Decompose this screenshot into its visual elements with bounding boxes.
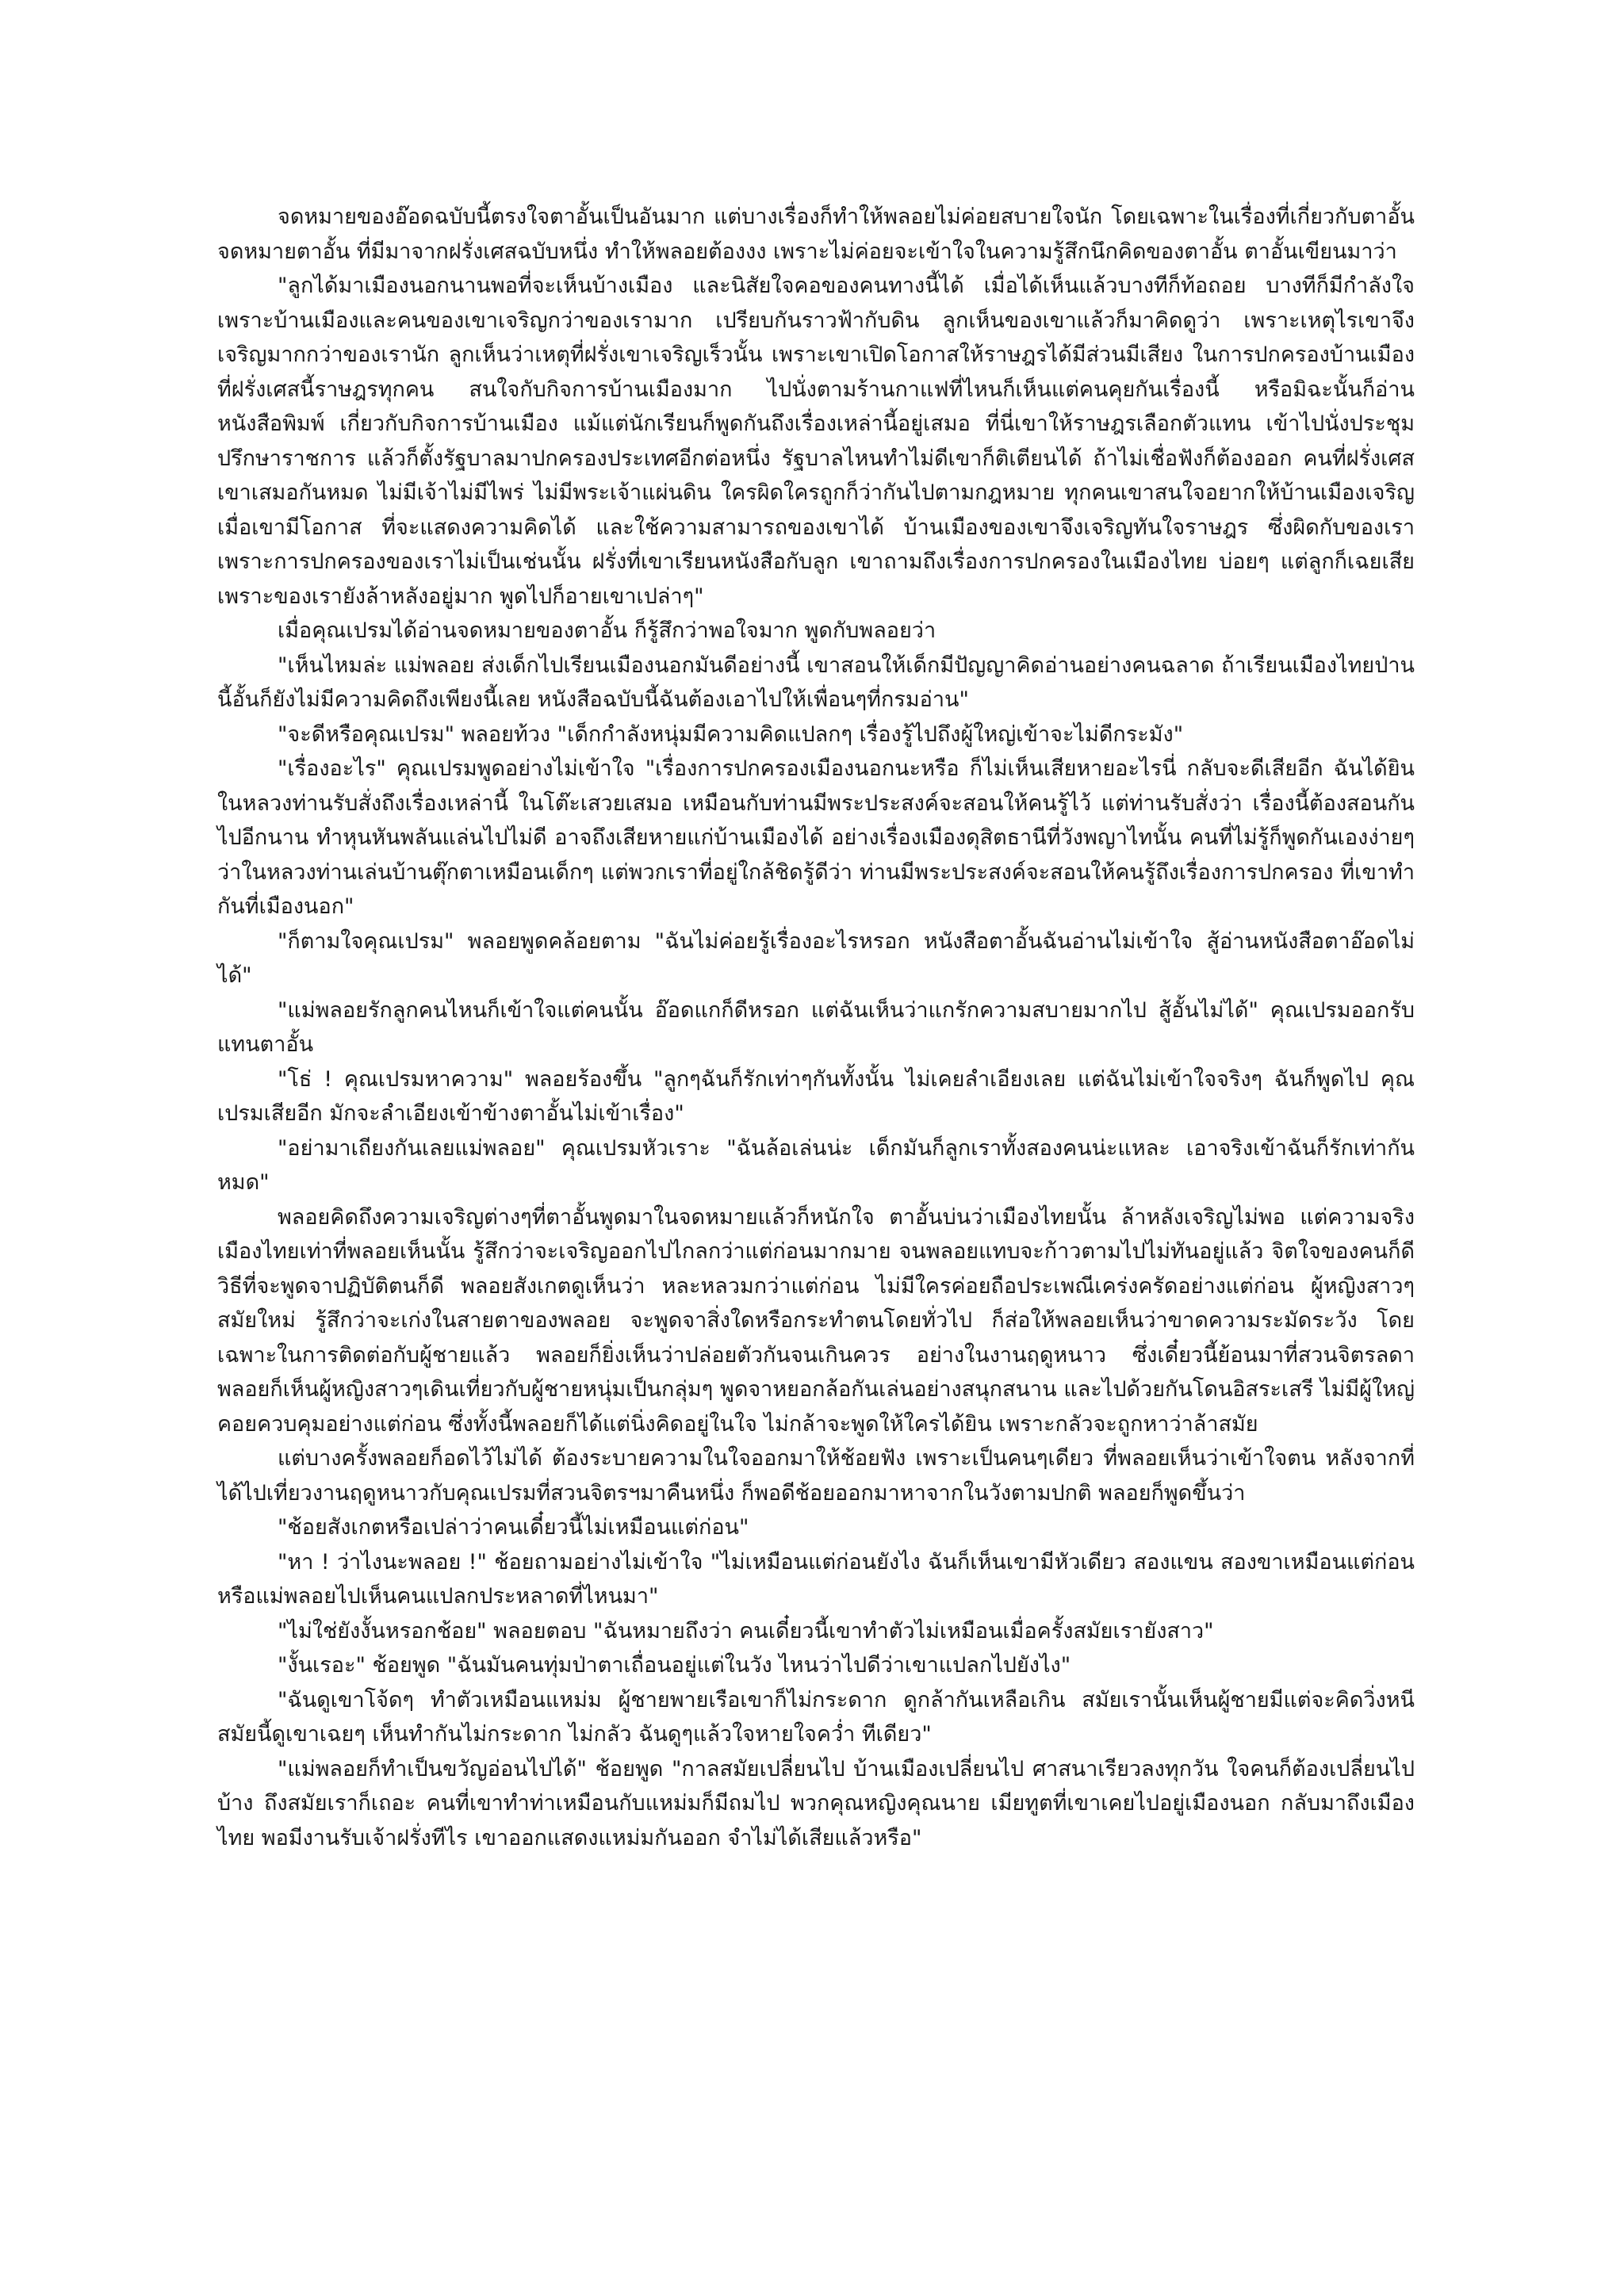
paragraph: แต่บางครั้งพลอยก็อดไว้ไม่ได้ ต้องระบายความในใจออกมาให้ช้อยฟัง เพราะเป็นคนๆเดียว ที่พลอยเห็นว่าเข้าใจตน หลังจากที่ได้ไปเที่ยวงานฤดูหนาวกับคุณเปรมที่สวนจิตรฯมาคืนหนึ่ง ก็พอดีช้อยออกมาหาจากในวังตามปกติ พลอยก็พูดขึ้นว่า — [217, 1446, 1415, 1506]
paragraph: พลอยคิดถึงความเจริญต่างๆที่ตาอั้นพูดมาในจดหมายแล้วก็หนักใจ ตาอั้นบ่นว่าเมืองไทยนั้น ล้าหลังเจริญไม่พอ แต่ความจริงเมืองไทยเท่าที่พลอยเห็นนั้น รู้สึกว่าจะเจริญออกไปไกลกว่าแต่ก่อนมากมาย จนพลอยแทบจะก้าวตามไปไม่ทันอยู่แล้ว จิตใจของคนก็ดี วิธีที่จะพูดจาปฏิบัติตนก็ดี พลอยสังเกตดูเห็นว่า หละหลวมกว่าแต่ก่อน ไม่มีใครค่อยถือประเพณีเคร่งครัดอย่างแต่ก่อน ผู้หญิงสาวๆ สมัยใหม่ รู้สึกว่าจะเก่งในสายตาของพลอย จะพูดจาสิ่งใดหรือกระทำตนโดยทั่วไป ก็ส่อให้พลอยเห็นว่าขาดความระมัดระวัง โดยเฉพาะในการติดต่อกับผู้ชายแล้ว พลอยก็ยิ่งเห็นว่าปล่อยตัวกันจนเกินควร อย่างในงานฤดูหนาว ซึ่งเดี๋ยวนี้ย้อนมาที่สวนจิตรลดา พลอยก็เห็นผู้หญิงสาวๆเดินเที่ยวกับผู้ชายหนุ่มเป็นกลุ่มๆ พูดจาหยอกล้อกันเล่นอย่างสนุกสนาน และไปด้วยกันโดนอิสระเสรี ไม่มีผู้ใหญ่คอยควบคุมอย่างแต่ก่อน ซึ่งทั้งนี้พลอยก็ได้แต่นิ่งคิดอยู่ในใจ ไม่กล้าจะพูดให้ใครได้ยิน เพราะกลัวจะถูกหาว่าล้าสมัย — [217, 1204, 1415, 1437]
paragraph: จดหมายของอ๊อดฉบับนี้ตรงใจตาอั้นเป็นอันมาก แต่บางเรื่องก็ทำให้พลอยไม่ค่อยสบายใจนัก โดยเฉพาะในเรื่องที่เกี่ยวกับตาอั้น จดหมายตาอั้น ที่มีมาจากฝรั่งเศสฉบับหนึ่ง ทำให้พลอยต้องงง เพราะไม่ค่อยจะเข้าใจในความรู้สึกนึกคิดของตาอั้น ตาอั้นเขียนมาว่า — [217, 205, 1415, 264]
paragraph: "เห็นไหมล่ะ แม่พลอย ส่งเด็กไปเรียนเมืองนอกมันดีอย่างนี้ เขาสอนให้เด็กมีปัญญาคิดอ่านอย่างคนฉลาด ถ้าเรียนเมืองไทยป่านนี้อั้นก็ยังไม่มีความคิดถึงเพียงนี้เลย หนังสือฉบับนี้ฉันต้องเอาไปให้เพื่อนๆที่กรมอ่าน" — [217, 652, 1415, 712]
paragraph: "ลูกได้มาเมืองนอกนานพอที่จะเห็นบ้างเมือง และนิสัยใจคอของคนทางนี้ได้ เมื่อได้เห็นแล้วบางทีก็ท้อถอย บางทีก็มีกำลังใจ เพราะบ้านเมืองและคนของเขาเจริญกว่าของเรามาก เปรียบกันราวฟ้ากับดิน ลูกเห็นของเขาแล้วก็มาคิดดูว่า เพราะเหตุไรเขาจึงเจริญมากกว่าของเรานัก ลูกเห็นว่าเหตุที่ฝรั่งเขาเจริญเร็วนั้น เพราะเขาเปิดโอกาสให้ราษฎรได้มีส่วนมีเสียง ในการปกครองบ้านเมือง ที่ฝรั่งเศสนี้ราษฎรทุกคน สนใจกับกิจการบ้านเมืองมาก ไปนั่งตามร้านกาแฟที่ไหนก็เห็นแต่คนคุยกันเรื่องนี้ หรือมิฉะนั้นก็อ่านหนังสือพิมพ์ เกี่ยวกับกิจการบ้านเมือง แม้แต่นักเรียนก็พูดกันถึงเรื่องเหล่านี้อยู่เสมอ ที่นี่เขาให้ราษฎรเลือกตัวแทน เข้าไปนั่งประชุมปรึกษาราชการ แล้วก็ตั้งรัฐบาลมาปกครองประเทศอีกต่อหนึ่ง รัฐบาลไหนทำไม่ดีเขาก็ติเตียนได้ ถ้าไม่เชื่อฟังก็ต้องออก คนที่ฝรั่งเศสเขาเสมอกันหมด ไม่มีเจ้าไม่มีไพร่ ไม่มีพระเจ้าแผ่นดิน ใครผิดใครถูกก็ว่ากันไปตามกฎหมาย ทุกคนเขาสนใจอยากให้บ้านเมืองเจริญ เมื่อเขามีโอกาส ที่จะแสดงความคิดได้ และใช้ความสามารถของเขาได้ บ้านเมืองของเขาจึงเจริญทันใจราษฎร ซึ่งผิดกับของเรา เพราะการปกครองของเราไม่เป็นเช่นนั้น ฝรั่งที่เขาเรียนหนังสือกับลูก เขาถามถึงเรื่องการปกครองในเมืองไทย บ่อยๆ แต่ลูกก็เฉยเสีย เพราะของเรายังล้าหลังอยู่มาก พูดไปก็อายเขาเปล่าๆ" — [217, 274, 1415, 609]
paragraph: "ช้อยสังเกตหรือเปล่าว่าคนเดี๋ยวนี้ไม่เหมือนแต่ก่อน" — [278, 1515, 749, 1540]
paragraph: "ก็ตามใจคุณเปรม" พลอยพูดคล้อยตาม "ฉันไม่ค่อยรู้เรื่องอะไรหรอก หนังสือตาอั้นฉันอ่านไม่เข้าใจ สู้อ่านหนังสือตาอ๊อดไม่ได้" — [217, 928, 1415, 988]
paragraph: "ฉันดูเขาโจ้ดๆ ทำตัวเหมือนแหม่ม ผู้ชายพายเรือเขาก็ไม่กระดาก ดูกล้ากันเหลือเกิน สมัยเรานั้นเห็นผู้ชายมีแต่จะคิดวิ่งหนี สมัยนี้ดูเขาเฉยๆ เห็นทำกันไม่กระดาก ไม่กลัว ฉันดูๆแล้วใจหายใจคว่ำ ทีเดียว" — [217, 1687, 1415, 1747]
paragraph: "เรื่องอะไร" คุณเปรมพูดอย่างไม่เข้าใจ "เรื่องการปกครองเมืองนอกนะหรือ ก็ไม่เห็นเสียหายอะไรนี่ กลับจะดีเสียอีก ฉันได้ยินในหลวงท่านรับสั่งถึงเรื่องเหล่านี้ ในโต๊ะเสวยเสมอ เหมือนกับท่านมีพระประสงค์จะสอนให้คนรู้ไว้ แต่ท่านรับสั่งว่า เรื่องนี้ต้องสอนกันไปอีกนาน ทำหุนหันพลันแล่นไปไม่ดี อาจถึงเสียหายแก่บ้านเมืองได้ อย่างเรื่องเมืองดุสิตธานีที่วังพญาไทนั้น คนที่ไม่รู้ก็พูดกันเองง่ายๆ ว่าในหลวงท่านเล่นบ้านตุ๊กตาเหมือนเด็กๆ แต่พวกเราที่อยู่ใกล้ชิดรู้ดีว่า ท่านมีพระประสงค์จะสอนให้คนรู้ถึงเรื่องการปกครอง ที่เขาทำกันที่เมืองนอก" — [217, 756, 1415, 919]
document-body — [217, 200, 1415, 1855]
paragraph: "งั้นเรอะ" ช้อยพูด "ฉันมันคนทุ่มป่าตาเถื่อนอยู่แต่ในวัง ไหนว่าไปดีว่าเขาแปลกไปยังไง" — [278, 1653, 1071, 1678]
paragraph: "หา ! ว่าไงนะพลอย !" ช้อยถามอย่างไม่เข้าใจ "ไม่เหมือนแต่ก่อนยังไง ฉันก็เห็นเขามีหัวเดียว สองแขน สองขาเหมือนแต่ก่อน หรือแม่พลอยไปเห็นคนแปลกประหลาดที่ไหนมา" — [217, 1549, 1415, 1609]
paragraph: "แม่พลอยรักลูกคนไหนก็เข้าใจแต่คนนั้น อ๊อดแกก็ดีหรอก แต่ฉันเห็นว่าแกรักความสบายมากไป สู้อั้นไม่ได้" คุณเปรมออกรับแทนตาอั้น — [217, 997, 1415, 1057]
paragraph: "จะดีหรือคุณเปรม" พลอยท้วง "เด็กกำลังหนุ่มมีความคิดแปลกๆ เรื่องรู้ไปถึงผู้ใหญ่เข้าจะไม่ดีกระมัง" — [278, 721, 1184, 747]
paragraph: เมื่อคุณเปรมได้อ่านจดหมายของตาอั้น ก็รู้สึกว่าพอใจมาก พูดกับพลอยว่า — [278, 618, 936, 643]
paragraph: "ไม่ใช่ยังงั้นหรอกช้อย" พลอยตอบ "ฉันหมายถึงว่า คนเดี๋ยวนี้เขาทำตัวไม่เหมือนเมื่อครั้งสมัยเรายังสาว" — [278, 1618, 1214, 1644]
paragraph: "อย่ามาเถียงกันเลยแม่พลอย" คุณเปรมหัวเราะ "ฉันล้อเล่นน่ะ เด็กมันก็ลูกเราทั้งสองคนน่ะแหละ เอาจริงเข้าฉันก็รักเท่ากันหมด" — [217, 1135, 1415, 1195]
paragraph: "แม่พลอยก็ทำเป็นขวัญอ่อนไปได้" ช้อยพูด "กาลสมัยเปลี่ยนไป บ้านเมืองเปลี่ยนไป ศาสนาเรียวลงทุกวัน ใจคนก็ต้องเปลี่ยนไปบ้าง ถึงสมัยเราก็เถอะ คนที่เขาทำท่าเหมือนกับแหม่มก็มีถมไป พวกคุณหญิงคุณนาย เมียทูตที่เขาเคยไปอยู่เมืองนอก กลับมาถึงเมืองไทย พอมีงานรับเจ้าฝรั่งทีไร เขาออกแสดงแหม่มกันออก จำไม่ได้เสียแล้วหรือ" — [217, 1756, 1415, 1850]
paragraph: "โธ่ ! คุณเปรมหาความ" พลอยร้องขึ้น "ลูกๆฉันก็รักเท่าๆกันทั้งนั้น ไม่เคยลำเอียงเลย แต่ฉันไม่เข้าใจจริงๆ ฉันก็พูดไป คุณเปรมเสียอีก มักจะลำเอียงเข้าข้างตาอั้นไม่เข้าเรื่อง" — [217, 1066, 1415, 1126]
